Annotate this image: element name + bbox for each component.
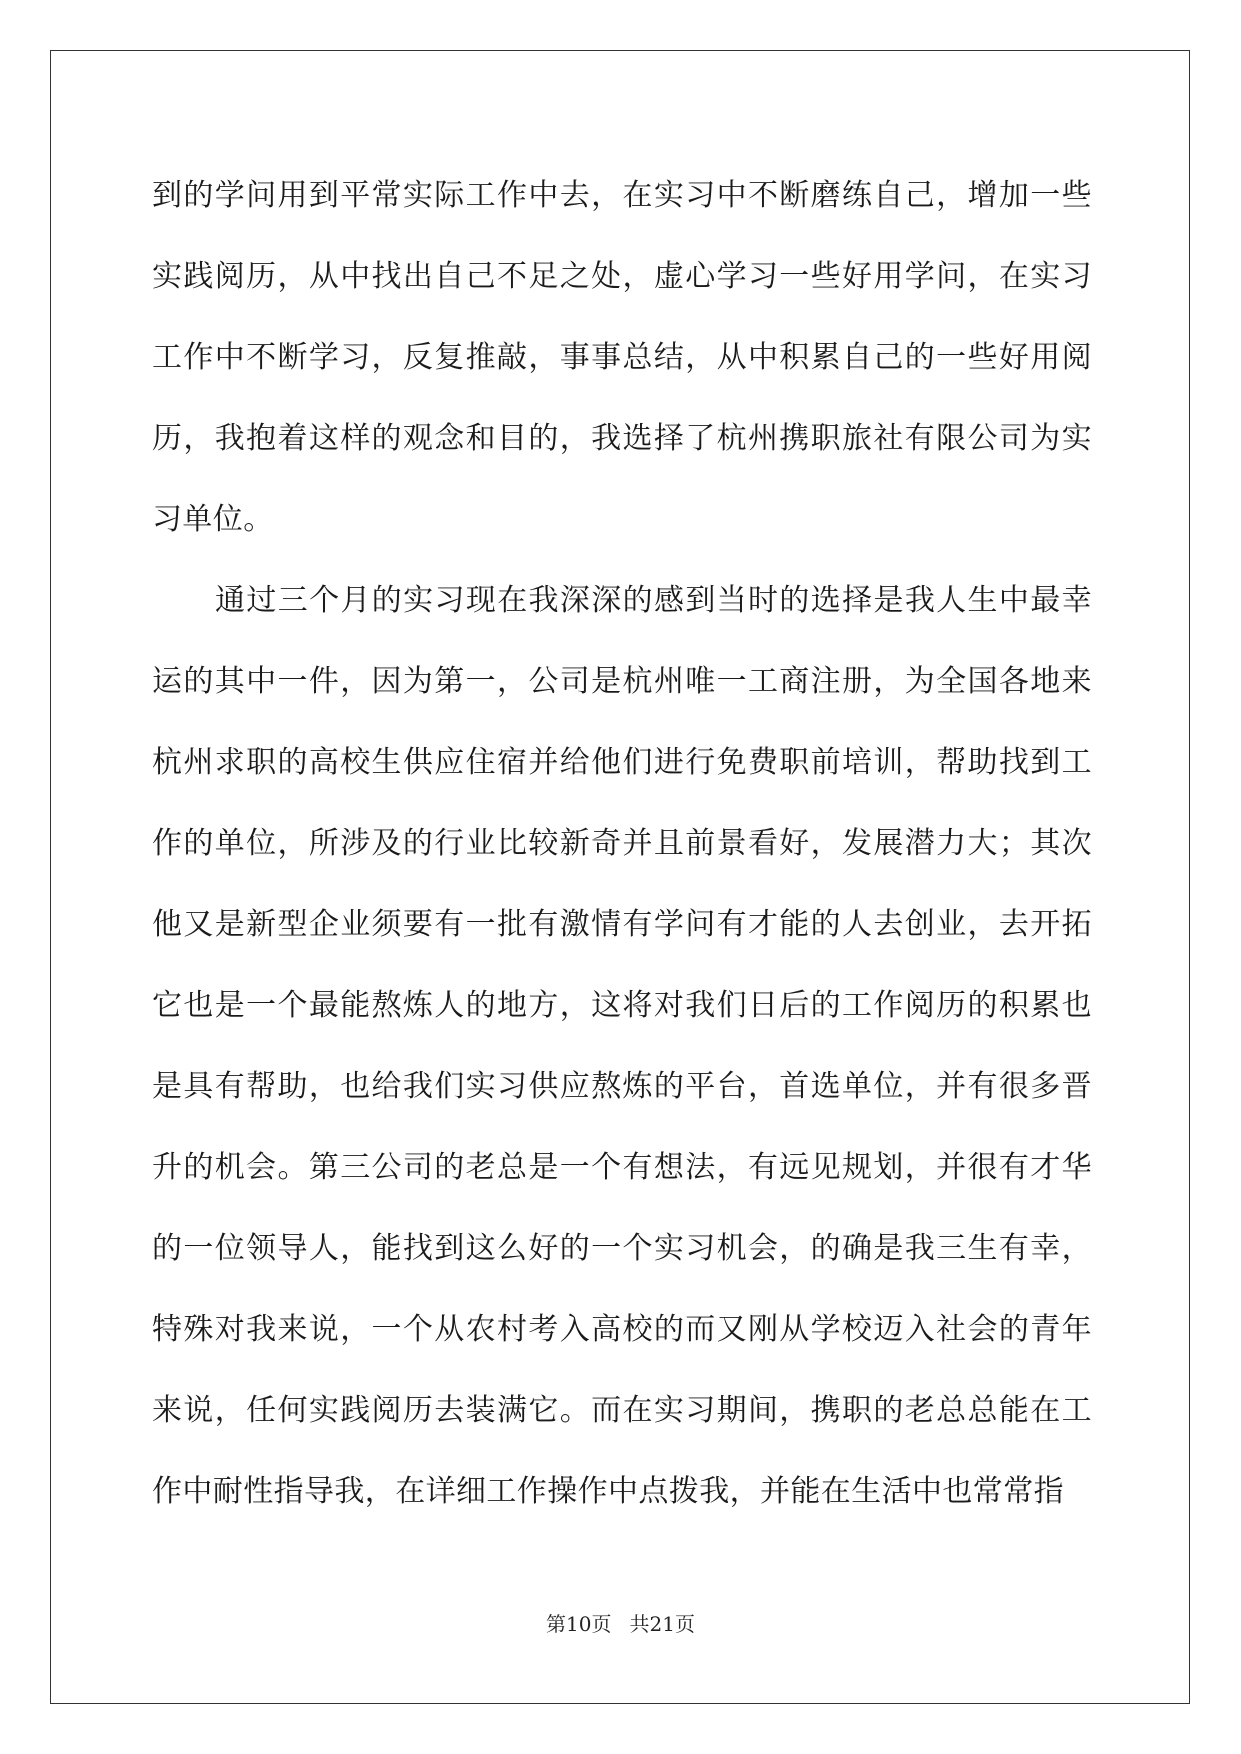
paragraph-2: 通过三个月的实习现在我深深的感到当时的选择是我人生中最幸运的其中一件，因为第一，公司是杭州唯一工商注册，为全国各地来杭州求职的高校生供应住宿并给他们进行免费职前培训，帮助找到工作的单位，所涉及的行业比较新奇并且前景看好，发展潜力大；其次他又是新型企业须要有一批有激情有学问有才能的人去创业，去开拓它也是一个最能熬炼人的地方，这将对我们日后的工作阅历的积累也是具有帮助，也给我们实习供应熬炼的平台，首选单位，并有很多晋升的机会。第三公司的老总是一个有想法，有远见规划，并很有才华的一位领导人，能找到这么好的一个实习机会，的确是我三生有幸，特殊对我来说，一个从农村考入高校的而又刚从学校迈入社会的青年来说，任何实践阅历去装满它。而在实习期间，携职的老总总能在工作中耐性指导我，在详细工作操作中点拨我，并能在生活中也常常指: [152, 583, 1092, 1509]
page-number: 第10页: [546, 1612, 612, 1636]
paragraph-1: 到的学问用到平常实际工作中去，在实习中不断磨练自己，增加一些实践阅历，从中找出自己不足之处，虚心学习一些好用学问，在实习工作中不断学习，反复推敲，事事总结，从中积累自己的一些好用阅历，我抱着这样的观念和目的，我选择了杭州携职旅社有限公司为实习单位。: [152, 178, 1092, 537]
page-footer: [0, 1612, 1241, 1636]
document-body: [152, 155, 1092, 1532]
page-total: 共21页: [629, 1612, 695, 1636]
